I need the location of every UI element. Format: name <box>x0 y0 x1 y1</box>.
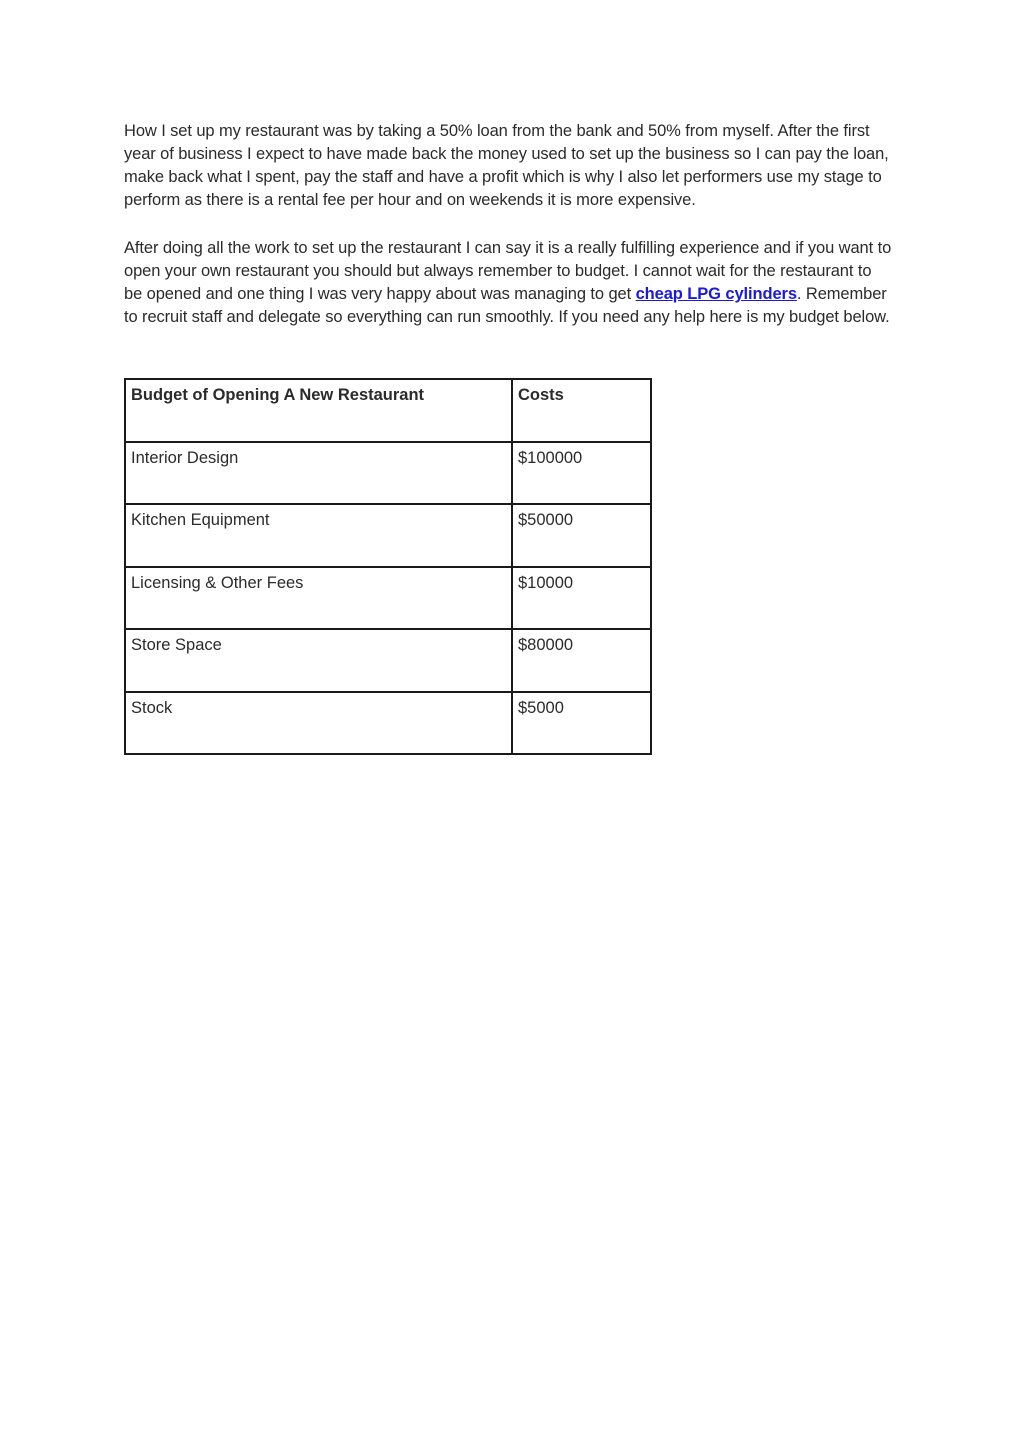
cost-cell: $10000 <box>512 567 651 630</box>
table-row <box>125 442 651 505</box>
cost-cell: $5000 <box>512 692 651 755</box>
header-item: Budget of Opening A New Restaurant <box>125 379 512 442</box>
table-header-row <box>125 379 651 442</box>
intro-paragraph: How I set up my restaurant was by taking a 50% loan from the bank and 50% from myself. After the first year of business I expect to have made back the money used to set up the business so I can pay the loan, make back what I spent, pay the staff and have a profit which is why I also let performers use my stage to perform as there is a rental fee per hour and on weekends it is more expensive. <box>124 122 889 209</box>
cost-cell: $100000 <box>512 442 651 505</box>
item-cell: Kitchen Equipment <box>125 504 512 567</box>
table-row <box>125 504 651 567</box>
experience-paragraph <box>124 237 894 329</box>
item-cell: Stock <box>125 692 512 755</box>
document-page <box>124 120 894 717</box>
item-cell: Licensing & Other Fees <box>125 567 512 630</box>
paragraph-text-after-link: . Remember to recruit staff and delegate so everything can run smoothly. If you need any help here is my budget below. <box>124 285 890 326</box>
budget-table <box>124 378 652 755</box>
table-row <box>125 692 651 755</box>
table-row <box>125 567 651 630</box>
paragraph-text-before-link: After doing all the work to set up the restaurant I can say it is a really fulfilling experience and if you want to open your own restaurant you should but always remember to budget. I cannot wait for the restaurant to be opened and one thing I was very happy about was managing to get <box>124 239 892 303</box>
item-cell: Store Space <box>125 629 512 692</box>
cost-cell: $50000 <box>512 504 651 567</box>
cheap-lpg-cylinders-link[interactable]: cheap LPG cylinders <box>635 285 797 303</box>
cost-cell: $80000 <box>512 629 651 692</box>
item-cell: Interior Design <box>125 442 512 505</box>
header-costs: Costs <box>512 379 651 442</box>
table-row <box>125 629 651 692</box>
